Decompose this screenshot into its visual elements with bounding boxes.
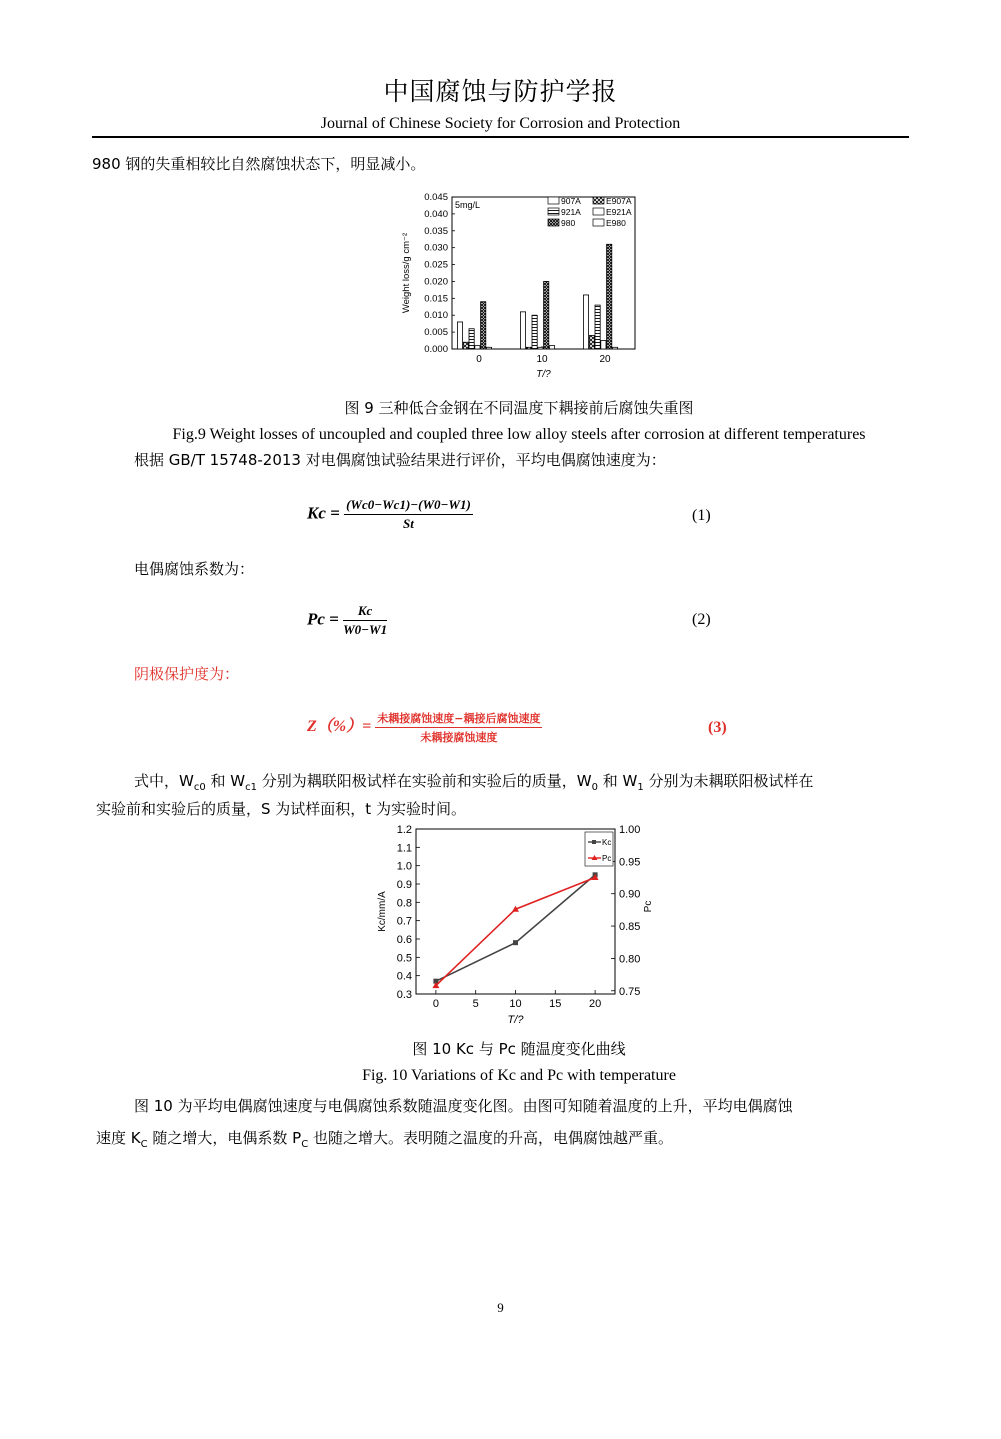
legend-swatch-907A	[548, 197, 559, 204]
legend-swatch-E980	[593, 219, 604, 226]
paragraph-1: 980 钢的失重相较比自然腐蚀状态下，明显减小。	[92, 155, 426, 173]
p5-sub: 0	[591, 782, 598, 793]
legend-marker-Kc	[592, 840, 596, 844]
equation-1-denominator: St	[403, 516, 414, 531]
y-axis-label: Weight loss/g cm⁻²	[401, 232, 412, 314]
equation-3-numerator: 未耦接腐蚀速度−耦接后腐蚀速度	[375, 710, 542, 728]
bar-E921A-10	[538, 347, 543, 349]
x-tick-label: 10	[536, 354, 548, 365]
equation-2-numerator: Kc	[343, 603, 387, 621]
figure-9-bar-chart	[395, 188, 645, 388]
right-y-tick-label: 0.85	[619, 921, 641, 934]
legend-label-980: 980	[561, 218, 576, 228]
concentration-annotation: 5mg/L	[455, 200, 481, 210]
x-tick-label: 20	[588, 998, 602, 1010]
legend-swatch-E921A	[593, 208, 604, 215]
figure-9-caption-cn: 图 9 三种低合金钢在不同温度下耦接前后腐蚀失重图	[344, 399, 694, 417]
left-y-tick-label: 1.1	[396, 842, 412, 855]
left-y-tick-label: 0.5	[396, 952, 412, 965]
bar-907A-20	[583, 295, 588, 349]
page-number: 9	[497, 1300, 504, 1315]
legend-label-907A: 907A	[561, 196, 581, 206]
figure-9-caption-en: Fig.9 Weight losses of uncoupled and coupled three low alloy steels after corrosion at different temperatures	[172, 426, 866, 443]
y-tick-label: 0.015	[424, 293, 448, 305]
right-y-tick-label: 0.95	[619, 856, 641, 869]
bar-907A-10	[520, 312, 525, 349]
paragraph-4: 阴极保护度为：	[134, 665, 240, 683]
paragraph-6-line-1: 图 10 为平均电偶腐蚀速度与电偶腐蚀系数随温度变化图。由图可知随着温度的上升，平均电偶腐蚀	[134, 1097, 793, 1115]
figure-10-caption-cn: 图 10 Kc 与 Pc 随温度变化曲线	[412, 1040, 626, 1058]
bar-921A-10	[532, 315, 537, 349]
paragraph-6-line-2	[96, 1124, 673, 1159]
equation-3-lhs: Z（%）=	[307, 718, 372, 736]
legend-label-921A: 921A	[561, 207, 581, 217]
y-tick-label: 0.040	[424, 208, 448, 220]
equation-2-denominator: W0−W1	[343, 622, 388, 637]
paragraph-3: 电偶腐蚀系数为：	[134, 560, 255, 578]
p6-text: 随之增大，电偶系数 P	[147, 1129, 302, 1147]
left-y-axis-label: Kc/mm/A	[377, 891, 388, 932]
bar-921A-20	[595, 305, 600, 349]
legend-label-E907A: E907A	[606, 196, 632, 206]
bar-E907A-10	[526, 347, 531, 349]
figure-10-line-chart	[365, 820, 665, 1035]
bar-E980-10	[549, 346, 554, 349]
left-y-tick-label: 0.7	[396, 915, 412, 928]
bar-E980-20	[612, 347, 617, 349]
legend-swatch-921A	[548, 208, 559, 215]
y-tick-label: 0.035	[424, 225, 448, 237]
p6-text: 也随之增大。表明随之温度的升高，电偶腐蚀越严重。	[308, 1129, 673, 1147]
bar-E907A-20	[589, 335, 594, 349]
equation-2-label: (2)	[692, 611, 711, 628]
p5-text: 式中，W	[134, 772, 194, 790]
p6-text: 速度 K	[96, 1129, 141, 1147]
equation-1-lhs: Kc =	[307, 503, 340, 523]
p5-sub: c0	[193, 782, 206, 793]
x-tick-label: 0	[476, 354, 482, 365]
right-y-tick-label: 0.80	[619, 953, 641, 966]
figure-10-caption-en: Fig. 10 Variations of Kc and Pc with temperature	[362, 1067, 676, 1084]
p5-text: 分别为未耦联阳极试样在	[643, 772, 814, 790]
y-tick-label: 0.000	[424, 344, 448, 355]
point-Kc-10	[513, 940, 518, 945]
bar-E907A-0	[463, 342, 468, 349]
equation-3-label: (3)	[708, 719, 727, 736]
equation-3-denominator: 未耦接腐蚀速度	[420, 731, 498, 744]
x-tick-label: 0	[432, 998, 439, 1010]
x-tick-label: 5	[472, 998, 479, 1010]
y-tick-label: 0.030	[424, 242, 448, 254]
bar-E921A-0	[475, 346, 480, 349]
p5-sub: c1	[245, 782, 257, 793]
equation-1-label: (1)	[692, 507, 711, 524]
legend-label-Kc: Kc	[602, 838, 612, 847]
equation-1-numerator: (Wc0−Wc1)−(W0−W1)	[344, 497, 473, 515]
p6-sub: C	[140, 1139, 148, 1150]
equation-2-lhs: Pc =	[307, 609, 339, 629]
p5-text: 和 W	[205, 772, 246, 790]
bar-E980-0	[486, 347, 491, 349]
left-y-tick-label: 0.8	[396, 897, 412, 910]
bar-980-20	[607, 244, 612, 349]
bar-E921A-20	[601, 341, 606, 349]
paragraph-5-line-2: 实验前和实验后的质量，S 为试样面积，t 为实验时间。	[96, 800, 466, 818]
legend-label-E980: E980	[606, 218, 626, 228]
bar-980-10	[544, 281, 549, 349]
right-y-tick-label: 0.75	[619, 985, 641, 998]
legend-label-E921A: E921A	[606, 207, 632, 217]
journal-title-en: Journal of Chinese Society for Corrosion and Protection	[320, 115, 681, 132]
y-tick-label: 0.005	[424, 327, 448, 339]
bar-921A-0	[469, 329, 474, 349]
equation-2	[307, 603, 387, 638]
p5-sub: 1	[637, 782, 644, 793]
x-tick-label: 10	[509, 998, 522, 1010]
left-y-tick-label: 0.9	[396, 879, 412, 891]
right-y-tick-label: 0.90	[619, 888, 641, 901]
equation-1	[307, 497, 473, 532]
p5-text: 分别为耦联阳极试样在实验前和实验后的质量，W	[256, 772, 592, 790]
left-y-tick-label: 0.6	[396, 934, 412, 946]
left-y-tick-label: 1.0	[396, 860, 412, 873]
header-rule	[92, 136, 909, 138]
y-tick-label: 0.025	[424, 259, 448, 271]
bar-980-0	[481, 302, 486, 349]
journal-title-cn: 中国腐蚀与防护学报	[383, 77, 618, 106]
x-axis-label: T/?	[507, 1014, 524, 1026]
x-tick-label: 20	[599, 354, 611, 365]
left-y-tick-label: 1.2	[396, 824, 412, 836]
x-tick-label: 15	[549, 998, 562, 1010]
legend-swatch-980	[548, 219, 559, 226]
paragraph-2: 根据 GB/T 15748-2013 对电偶腐蚀试验结果进行评价，平均电偶腐蚀速度为：	[134, 451, 666, 469]
right-y-axis-label: Pc	[643, 900, 654, 913]
y-tick-label: 0.010	[424, 310, 448, 322]
x-axis-label: T/?	[536, 369, 551, 380]
left-y-tick-label: 0.3	[396, 989, 412, 1001]
y-tick-label: 0.045	[424, 192, 448, 203]
p5-text: 和 W	[597, 772, 638, 790]
bar-907A-0	[457, 322, 462, 349]
series-line-Kc	[436, 875, 595, 981]
equation-3	[307, 710, 542, 745]
legend-swatch-E907A	[593, 197, 604, 204]
p6-sub: C	[301, 1139, 309, 1150]
right-y-tick-label: 1.00	[619, 824, 641, 836]
y-tick-label: 0.020	[424, 276, 448, 288]
left-y-tick-label: 0.4	[396, 970, 412, 983]
legend-label-Pc: Pc	[602, 854, 612, 863]
